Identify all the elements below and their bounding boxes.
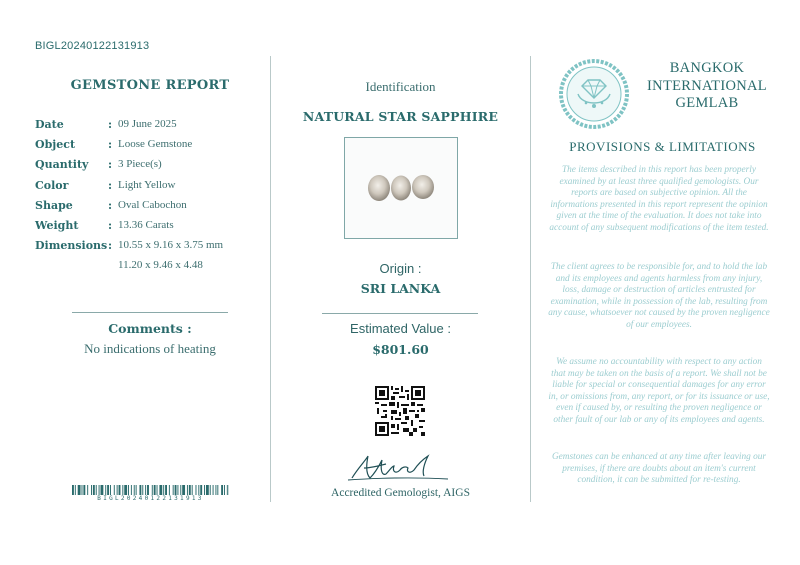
estimated-value-label: Estimated Value : (350, 321, 451, 336)
detail-label: Dimensions (35, 239, 108, 253)
provisions-title: PROVISIONS & LIMITATIONS (569, 139, 756, 154)
detail-row-weight: Weight : 13.36 Carats (35, 218, 174, 232)
detail-label: Quantity (35, 158, 89, 172)
detail-value: Loose Gemstone (118, 138, 193, 151)
lab-name-line: INTERNATIONAL (647, 77, 767, 94)
gemstone (368, 175, 390, 201)
detail-row-quantity: Quantity : 3 Piece(s) (35, 158, 162, 172)
provisions-paragraph: We assume no accountability with respect to any action that may be taken on the basis of a report. We shall not be liable for special or consequential damages for any error in, or omissions from, any report, or for its issuance or use, even if caused by, or resulting the proven negligence or other fault of our lab or any of its employees and agents. (548, 357, 770, 425)
gem-name: NATURAL STAR SAPPHIRE (302, 109, 499, 124)
detail-value: 13.36 Carats (118, 218, 174, 231)
comments-label: Comments : (108, 321, 192, 336)
gemstone (391, 176, 411, 201)
detail-value: 09 June 2025 (118, 118, 177, 130)
gemstones-image (345, 138, 457, 238)
lab-name (640, 60, 774, 113)
detail-value: Oval Cabochon (118, 198, 187, 211)
lab-name-line: BANGKOK (669, 60, 745, 76)
provisions-paragraph: The client agrees to be responsible for, and to hold the lab and its employees and agents harmless from any injury, loss, damage or destruction of articles entrusted for examination, while in possession of the lab, resulting from any cause, whatsoever not caused by the proven negligence of our employees. (548, 262, 770, 330)
barcode (72, 485, 229, 495)
lab-logo (558, 58, 630, 130)
detail-label: Shape (35, 198, 73, 212)
detail-value: 11.20 x 9.46 x 4.48 (118, 259, 203, 272)
detail-row-dimensions-extra (35, 259, 265, 279)
detail-row-color: Color : Light Yellow (35, 178, 176, 192)
detail-value: Light Yellow (118, 178, 176, 191)
detail-label: Object (35, 138, 76, 152)
signature (344, 450, 456, 486)
detail-row-dimensions: Dimensions : 10.55 x 9.16 x 3.75 mm (35, 239, 224, 253)
estimated-value: $801.60 (372, 342, 429, 357)
detail-label: Weight (35, 218, 79, 232)
report-title: GEMSTONE REPORT (70, 78, 230, 93)
identification-label: Identification (365, 79, 436, 94)
detail-value: 10.55 x 9.16 x 3.75 mm (118, 239, 224, 252)
detail-value: 3 Piece(s) (118, 158, 162, 171)
provisions-paragraph: The items described in this report has been properly examined by at least three qualified gemologists. Our reports are based on subjective opinion. All the informations presented in this report represent the opinion given at the time of the evaluation. It does not take into account of any subsequent modifications of the item tested. (549, 165, 769, 233)
detail-row-object: Object : Loose Gemstone (35, 138, 193, 152)
comments-text: No indications of heating (84, 341, 216, 356)
barcode-text: BIGL20240122131913 (97, 495, 204, 502)
lab-name-line: GEMLAB (675, 95, 739, 111)
report-number: BIGL20240122131913 (35, 40, 150, 52)
origin-value: SRI LANKA (360, 281, 441, 296)
comments-divider (72, 312, 228, 313)
detail-label: Color (35, 178, 69, 192)
gemstone (412, 175, 434, 199)
gem-details-table (35, 118, 265, 280)
origin-divider (322, 313, 478, 314)
panel-divider-right (530, 56, 531, 502)
detail-label: Date (35, 118, 64, 131)
detail-row-date: Date : 09 June 2025 (35, 118, 177, 131)
accredited-gemologist: Accredited Gemologist, AIGS (331, 487, 470, 499)
gem-photo (344, 137, 458, 239)
provisions-paragraph: Gemstones can be enhanced at any time after leaving our premises, if there are doubts about an item's current condition, it can be submitted for re-testing. (551, 452, 767, 486)
qr-code[interactable] (375, 386, 425, 436)
detail-row-shape: Shape : Oval Cabochon (35, 198, 187, 212)
origin-label: Origin : (379, 261, 422, 276)
